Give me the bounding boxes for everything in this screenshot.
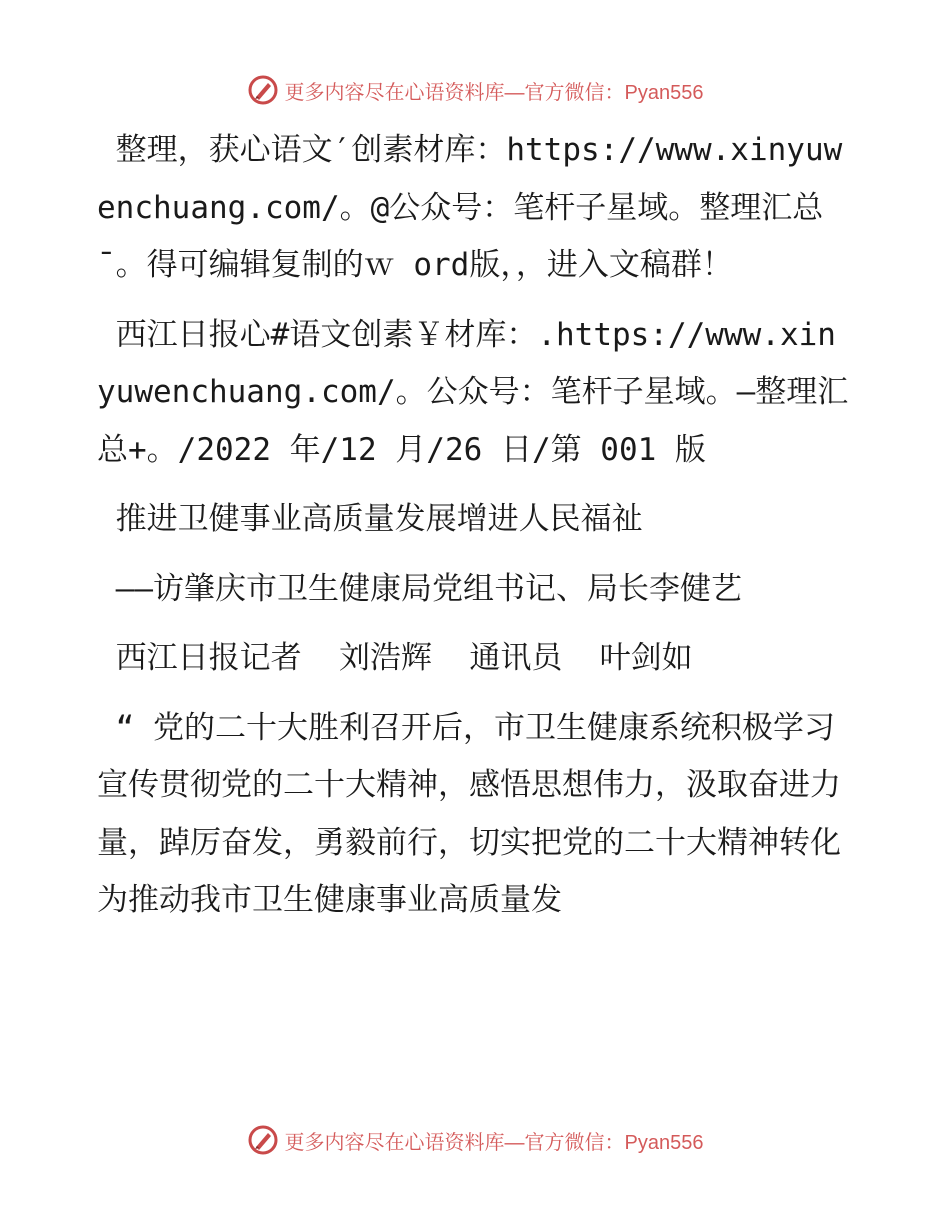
document-body <box>97 122 852 930</box>
paragraph-intro: 整理，获心语文′创素材库：https://www.xinyuwenchuang.com/。@公众号：笔杆子星域。整理汇总¯。得可编辑复制的ｗ ord版，，进入文稿群！ <box>97 132 843 283</box>
article-subtitle: ——访肇庆市卫生健康局党组书记、局长李健艺 <box>97 570 742 607</box>
article-title: 推进卫健事业高质量发展增进人民福祉 <box>97 501 643 537</box>
article-byline: 西江日报记者 刘浩辉 通讯员 叶剑如 <box>97 640 693 676</box>
pen-logo-icon <box>247 74 279 106</box>
pen-logo-icon <box>247 1124 279 1156</box>
watermark-text: 更多内容尽在心语资料库—官方微信：Pyan556 <box>284 81 704 104</box>
paragraph-body: “ 党的二十大胜利召开后，市卫生健康系统积极学习宣传贯彻党的二十大精神，感悟思想伟力，汲取奋进力量，踔厉奋发，勇毅前行，切实把党的二十大精神转化为推动我市卫生健康事业高质量发 <box>97 709 841 918</box>
header-watermark <box>0 70 950 110</box>
footer-watermark <box>0 1120 950 1160</box>
watermark-text: 更多内容尽在心语资料库—官方微信：Pyan556 <box>284 1131 704 1154</box>
paragraph-source: 西江日报心#语文创素￥材库：.https://www.xinyuwenchuang.com/。公众号：笔杆子星域。—整理汇总+。/2022 年/12 月/26 日/第 001 版 <box>97 316 849 468</box>
